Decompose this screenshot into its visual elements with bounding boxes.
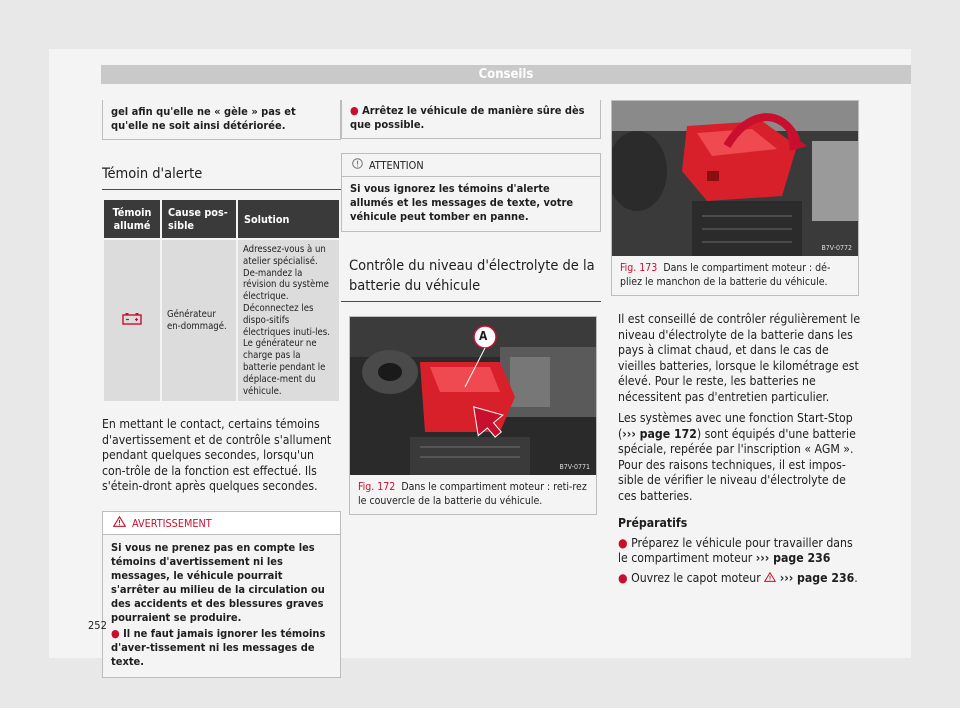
table-header-cause: Cause pos-sible	[162, 200, 236, 238]
warning-triangle-icon	[764, 571, 776, 585]
table-row	[104, 240, 339, 401]
page-header: Conseils	[101, 65, 911, 84]
attention-title: ATTENTION	[369, 159, 424, 172]
figure-172-code: B7V-0771	[559, 463, 590, 471]
info-circle-icon	[352, 158, 363, 172]
paragraph-start-stop	[611, 411, 861, 504]
table-cell-icon	[104, 240, 160, 401]
page	[49, 49, 911, 668]
continued-bullet-text: Arrêtez le véhicule de manière sûre dès que possible.	[350, 104, 585, 131]
figure-173-number: Fig. 173	[620, 262, 658, 274]
warning-lamp-table	[102, 198, 341, 403]
warning-triangle-icon	[113, 516, 126, 530]
figure-173-image	[612, 101, 858, 256]
attention-header	[342, 154, 600, 177]
figure-173-caption-text: Dans le compartiment moteur : dé-pliez le manchon de la batterie du véhicule.	[620, 262, 831, 288]
bullet-icon: ●	[350, 104, 363, 117]
attention-box	[341, 153, 601, 232]
paragraph-electrolyte: Il est conseillé de contrôler régulièrement le niveau d'électrolyte de la batterie dans les pays à climat chaud, et dans le cas de vieilles batteries, lorsque le kilométrage est élevé. Pour le reste, les batteries ne nécessitent pas d'entretien particulier.	[618, 312, 861, 404]
figure-173-code: B7V-0772	[821, 244, 852, 252]
warning-title: AVERTISSEMENT	[132, 516, 212, 530]
table-header-temoin: Témoin allumé	[104, 200, 160, 238]
left-column	[102, 100, 341, 678]
section-title-temoin: Témoin d'alerte	[102, 164, 341, 190]
para2-start: Les systèmes avec une fonction Start-Stop (	[618, 411, 853, 441]
table-cell-cause: Générateur en-dommagé.	[162, 240, 236, 401]
list-item-suffix: .	[854, 570, 858, 585]
section-title-electrolyte: Contrôle du niveau d'électrolyte de la batterie du véhicule	[341, 256, 601, 302]
para2-end: ) sont équipés d'une batterie spéciale, repérée par l'inscription « AGM ». Pour des raisons techniques, il est impos-sible de vérifier le niveau d'électrolyte de ces batteries.	[618, 426, 856, 503]
list-item-text: Ouvrez le capot moteur	[631, 570, 761, 585]
figure-172	[349, 316, 597, 515]
intro-paragraph: En mettant le contact, certains témoins d'avertissement et de contrôle s'allument pendant quelques secondes, lorsqu'un con-trôle de la fonction est effectué. Ils s'étein-dront après quelques secondes.	[102, 417, 332, 494]
middle-column	[341, 100, 601, 515]
page-link-172[interactable]: ››› page 172	[622, 426, 697, 441]
figure-172-caption	[350, 475, 596, 514]
continued-bullet	[350, 104, 592, 132]
top-note-box	[102, 100, 341, 140]
bullet-icon: ●	[111, 626, 124, 640]
list-item	[611, 536, 861, 567]
table-cell-solution: Adressez-vous à un atelier spécialisé. De-mandez la révision du système électrique. Déconnectez les dispo-sitifs électriques inuti-les. Le générateur ne charge pas la batterie pendant le déplace-ment du véhicule.	[238, 240, 339, 401]
figure-172-label-a: A	[479, 329, 488, 343]
warning-header	[103, 512, 340, 535]
battery-warning-icon	[122, 317, 142, 328]
figure-172-image	[350, 317, 596, 475]
list-item	[611, 571, 861, 587]
right-column	[611, 100, 861, 586]
continued-warning-box	[341, 100, 601, 139]
bullet-icon: ●	[618, 570, 632, 585]
warning-bullet-text: Il ne faut jamais ignorer les témoins d'aver-tissement ni les messages de texte.	[111, 626, 326, 668]
figure-172-number: Fig. 172	[358, 481, 396, 493]
figure-172-caption-text: Dans le compartiment moteur : reti-rez le couvercle de la batterie du véhicule.	[358, 481, 587, 507]
table-header-solution: Solution	[238, 200, 339, 238]
bullet-icon: ●	[618, 535, 632, 550]
page-link-236[interactable]: ››› page 236	[755, 551, 831, 565]
top-note-text: gel afin qu'elle ne « gèle » pas et qu'elle ne soit ainsi détériorée.	[111, 105, 296, 132]
figure-173	[611, 100, 859, 296]
warning-text: Si vous ne prenez pas en compte les témoins d'avertissement ni les messages, le véhicule pourrait s'arrêter au milieu de la circulation ou des accidents et des blessures graves pourraient se produire.	[111, 540, 325, 624]
preparatifs-title: Préparatifs	[618, 516, 688, 530]
warning-bullet	[111, 627, 332, 669]
page-number: 252	[88, 619, 107, 632]
page-link-236[interactable]: ››› page 236	[779, 570, 855, 585]
attention-text: Si vous ignorez les témoins d'alerte allumés et les messages de texte, votre véhicule peut tomber en panne.	[350, 182, 574, 223]
warning-box	[102, 511, 341, 678]
list-item-text: Préparez le véhicule pour travailler dans le compartiment moteur	[618, 535, 853, 565]
figure-173-caption	[612, 256, 858, 295]
